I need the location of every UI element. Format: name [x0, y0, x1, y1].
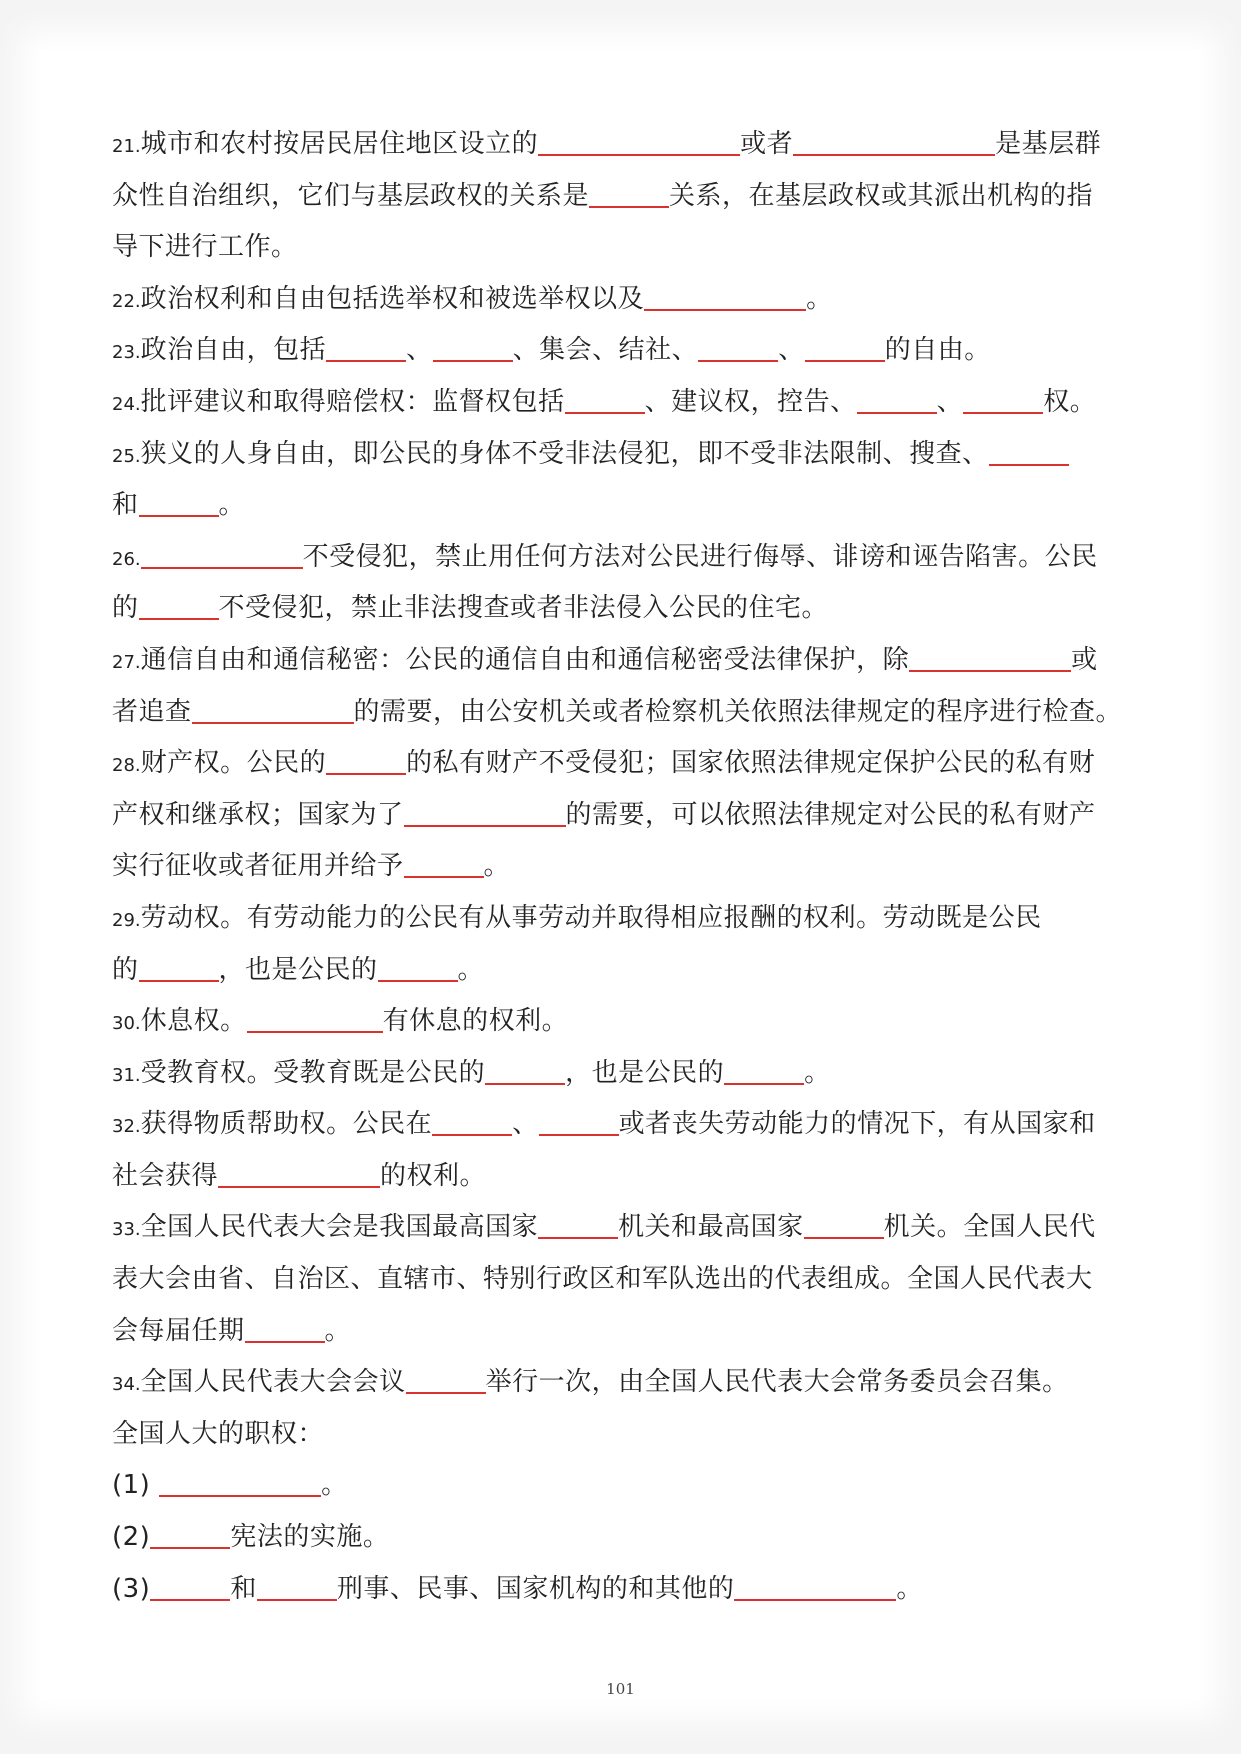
- answer-blank: [432, 1108, 512, 1136]
- answer-blank: [804, 1211, 884, 1239]
- question-text: 举行一次，由全国人民代表大会常务委员会召集。: [485, 1367, 1069, 1398]
- text-line: [112, 841, 1132, 893]
- answer-blank: [698, 334, 778, 362]
- question-text: 。: [804, 1057, 831, 1088]
- answer-blank: [644, 283, 806, 311]
- question-text: 会每届任期: [112, 1315, 245, 1346]
- question-text: 实行征收或者征用并给予: [112, 851, 404, 882]
- text-line: [112, 1254, 1132, 1306]
- question-text: 或者丧失劳动能力的情况下，有从国家和: [618, 1109, 1096, 1140]
- page-number: 101: [606, 1680, 635, 1698]
- answer-blank: [247, 1005, 383, 1033]
- text-line: [112, 1460, 1132, 1512]
- question-text: 。: [457, 954, 485, 985]
- question-text: 狭义的人身自由，即公民的身体不受非法侵犯，即不受非法限制、搜查、: [140, 438, 989, 469]
- question-text: 权。: [1043, 386, 1097, 417]
- question-number: 32.: [112, 1116, 141, 1138]
- answer-blank: [150, 1573, 230, 1601]
- answer-blank: [139, 592, 219, 620]
- question-text: 是基层群: [995, 129, 1102, 159]
- question-text: 的私有财产不受侵犯；国家依照法律规定保护公民的私有财: [406, 748, 1096, 779]
- question-text: 的自由。: [884, 335, 991, 366]
- text-line: [112, 583, 1132, 635]
- question-text: 全国人大的职权：: [112, 1418, 325, 1449]
- answer-blank: [245, 1315, 325, 1343]
- text-line: [112, 119, 1132, 171]
- answer-blank: [805, 334, 885, 362]
- text-line: [112, 429, 1132, 481]
- text-line: [112, 1564, 1132, 1616]
- question-text: 或: [1071, 644, 1098, 675]
- question-text: 众性自治组织，它们与基层政权的关系是: [112, 180, 590, 211]
- question-text: 产权和继承权；国家为了: [112, 799, 404, 830]
- question-number: 21.: [112, 136, 141, 157]
- question-text: 不受侵犯，禁止用任何方法对公民进行侮辱、诽谤和诬告陷害。公民: [302, 541, 1098, 572]
- text-line: [112, 480, 1132, 532]
- question-text: 政治权利和自由包括选举权和被选举权以及: [140, 283, 645, 314]
- text-line: [112, 635, 1132, 687]
- text-line: [112, 1048, 1132, 1100]
- answer-blank: [963, 386, 1043, 414]
- question-text: 或者: [740, 129, 794, 159]
- question-text: 、集会、结社、: [512, 335, 699, 366]
- answer-blank: [734, 1573, 896, 1601]
- text-line: [112, 1306, 1132, 1358]
- text-line: [112, 996, 1132, 1048]
- text-line: [112, 1512, 1132, 1564]
- question-text: 导下进行工作。: [112, 232, 298, 263]
- question-text: 劳动权。有劳动能力的公民有从事劳动并取得相应报酬的权利。劳动既是公民: [140, 902, 1042, 933]
- question-number: 33.: [112, 1219, 141, 1241]
- answer-blank: [257, 1573, 337, 1601]
- answer-blank: [793, 128, 995, 156]
- question-text: 财产权。公民的: [140, 748, 327, 779]
- question-text: 机关。全国人民代: [883, 1212, 1096, 1243]
- question-text: 批评建议和取得赔偿权：监督权包括: [140, 386, 565, 417]
- answer-blank: [141, 541, 303, 569]
- answer-blank: [857, 386, 937, 414]
- answer-blank: [326, 747, 406, 775]
- question-number: 28.: [112, 755, 141, 777]
- answer-blank: [218, 1160, 380, 1188]
- answer-blank: [989, 438, 1069, 466]
- question-text: 有休息的权利。: [382, 1006, 569, 1037]
- text-line: [112, 945, 1132, 997]
- question-number: 27.: [112, 651, 141, 673]
- question-text: 社会获得: [112, 1160, 219, 1191]
- text-line: [112, 532, 1132, 584]
- answer-blank: [159, 1469, 321, 1497]
- answer-blank: [150, 1521, 230, 1549]
- question-text: (2): [112, 1522, 151, 1553]
- question-number: 22.: [112, 290, 141, 312]
- question-number: 25.: [112, 445, 141, 467]
- question-text: 刑事、民事、国家机构的和其他的: [336, 1573, 735, 1604]
- question-text: 、建议权，控告、: [644, 386, 857, 417]
- text-line: [112, 171, 1132, 223]
- question-text: 的: [112, 593, 139, 624]
- answer-blank: [724, 1057, 804, 1085]
- question-text: 受教育权。受教育既是公民的: [140, 1057, 486, 1088]
- question-number: 29.: [112, 909, 141, 931]
- question-text: ，也是公民的: [218, 954, 378, 985]
- answer-blank: [404, 799, 566, 827]
- text-line: [112, 274, 1132, 326]
- question-text: 、: [778, 335, 805, 366]
- question-text: (3): [112, 1573, 151, 1604]
- text-line: [112, 1151, 1132, 1203]
- answer-blank: [139, 954, 219, 982]
- question-text: 者追查: [112, 696, 192, 727]
- question-text: 关系，在基层政权或其派出机构的指: [669, 180, 1094, 211]
- question-text: 城市和农村按居民居住地区设立的: [140, 129, 539, 159]
- question-text: 机关和最高国家: [618, 1212, 804, 1243]
- question-text: 。: [218, 490, 246, 521]
- answer-blank: [909, 644, 1071, 672]
- answer-blank: [538, 128, 740, 156]
- text-line: [112, 1357, 1132, 1409]
- text-line: [112, 893, 1132, 945]
- answer-blank: [485, 1057, 565, 1085]
- question-text: 、: [512, 1109, 539, 1140]
- question-text: 、: [406, 335, 433, 366]
- question-number: 23.: [112, 342, 141, 364]
- text-line: [112, 222, 1132, 274]
- question-text: 。: [896, 1573, 923, 1604]
- text-line: [112, 790, 1132, 842]
- question-number: 30.: [112, 1013, 141, 1035]
- question-text: 。: [321, 1470, 348, 1501]
- question-text: 的权利。: [380, 1160, 487, 1191]
- text-line: [112, 1202, 1132, 1254]
- question-number: 26.: [112, 548, 141, 570]
- answer-blank: [404, 850, 484, 878]
- answer-blank: [565, 386, 645, 414]
- question-text: 全国人民代表大会会议: [140, 1367, 406, 1398]
- answer-blank: [589, 180, 669, 208]
- question-text: 通信自由和通信秘密：公民的通信自由和通信秘密受法律保护，除: [140, 644, 910, 675]
- answer-blank: [192, 696, 354, 724]
- answer-blank: [139, 489, 219, 517]
- text-line: [112, 377, 1132, 429]
- answer-blank: [378, 954, 458, 982]
- question-text: 全国人民代表大会是我国最高国家: [140, 1212, 539, 1243]
- question-text: (1): [112, 1470, 160, 1501]
- question-text: 。: [483, 851, 511, 882]
- question-number: 34.: [112, 1374, 141, 1396]
- question-number: 31.: [112, 1064, 141, 1086]
- question-text: 和: [112, 490, 139, 521]
- text-line: [112, 1409, 1132, 1461]
- question-number: 24.: [112, 393, 141, 415]
- answer-blank: [433, 334, 513, 362]
- question-text: 政治自由，包括: [140, 335, 327, 366]
- question-text: 、: [936, 386, 964, 417]
- answer-blank: [539, 1108, 619, 1136]
- question-text: 不受侵犯，禁止非法搜查或者非法侵入公民的住宅。: [218, 593, 829, 624]
- question-text: 和: [230, 1573, 257, 1604]
- answer-blank: [406, 1366, 486, 1394]
- question-text: 表大会由省、自治区、直辖市、特别行政区和军队选出的代表组成。全国人民代表大: [112, 1264, 1093, 1295]
- answer-blank: [326, 334, 406, 362]
- answer-blank: [538, 1211, 618, 1239]
- question-text: 。: [806, 283, 833, 314]
- text-line: [112, 738, 1132, 790]
- text-line: [112, 1099, 1132, 1151]
- question-text: 的需要，由公安机关或者检察机关依照法律规定的程序进行检查。: [353, 696, 1123, 727]
- question-text: 休息权。: [140, 1006, 247, 1037]
- question-text: 获得物质帮助权。公民在: [140, 1109, 433, 1140]
- fill-in-blank-questions: [112, 119, 1132, 1615]
- question-text: 的: [112, 954, 139, 985]
- text-line: [112, 325, 1132, 377]
- text-line: [112, 687, 1132, 739]
- question-text: 。: [324, 1315, 352, 1346]
- question-text: 宪法的实施。: [230, 1522, 390, 1553]
- question-text: ，也是公民的: [565, 1057, 725, 1088]
- question-text: 的需要，可以依照法律规定对公民的私有财产: [565, 799, 1096, 830]
